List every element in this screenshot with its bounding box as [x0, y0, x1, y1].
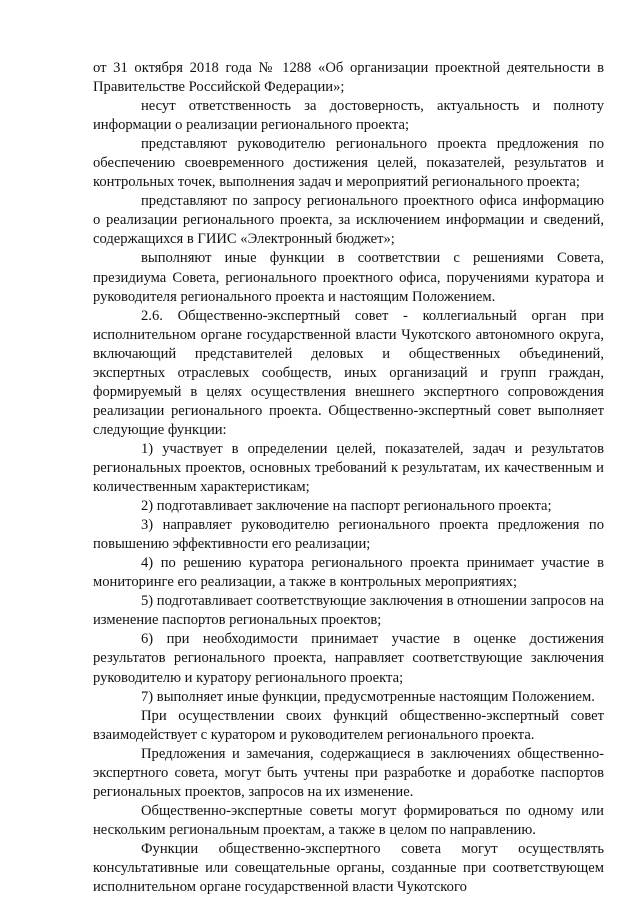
paragraph-council-formation: Общественно-экспертные советы могут формироваться по одному или нескольким региональным проектам, а также в целом по направлению. [93, 802, 604, 838]
paragraph-responsibility: несут ответственность за достоверность, актуальность и полноту информации о реализации регионального проекта; [93, 98, 604, 134]
list-item-function-2: 2) подготавливает заключение на паспорт регионального проекта; [141, 498, 552, 515]
list-item-function-4: 4) по решению куратора регионального проекта принимает участие в мониторинге его реализации, а также в контрольных мероприятиях; [93, 555, 604, 591]
paragraph-remarks: Предложения и замечания, содержащиеся в заключениях общественно-экспертного совета, могут быть учтены при разработке и доработке паспортов региональных проектов, запросов на их изменение. [93, 745, 604, 800]
list-item-function-7: 7) выполняет иные функции, предусмотренные настоящим Положением. [141, 688, 595, 705]
list-item-function-3: 3) направляет руководителю регионального проекта предложения по повышению эффективности его реализации; [93, 517, 604, 553]
list-item-function-6: 6) при необходимости принимает участие в оценке достижения результатов регионального проекта, направляет соответствующие заключения руководителю и куратору регионального проекта; [93, 631, 604, 686]
paragraph-interaction: При осуществлении своих функций общественно-экспертный совет взаимодействует с куратором и руководителем регионального проекта. [93, 707, 604, 743]
document-body [93, 59, 604, 897]
paragraph-section-2-6: 2.6. Общественно-экспертный совет - коллегиальный орган при исполнительном органе государственной власти Чукотского автономного округа, включающий представителей деловых и общественных объединений, экспертных отраслевых сообществ, иных организаций и групп граждан, формируемый в целях осуществления внешнего экспертного сопровождения реализации регионального проекта. Общественно-экспертный совет выполняет следующие функции: [93, 307, 604, 438]
paragraph-council-functions: Функции общественно-экспертного совета могут осуществлять консультативные или совещательные органы, созданные при соответствующем исполнительном органе государственной власти Чукотского [93, 840, 604, 896]
paragraph-decree-reference: от 31 октября 2018 года № 1288 «Об организации проектной деятельности в Правительстве Российской Федерации»; [93, 60, 604, 96]
list-item-function-5: 5) подготавливает соответствующие заключения в отношении запросов на изменение паспортов региональных проектов; [93, 593, 604, 629]
list-item-function-1: 1) участвует в определении целей, показателей, задач и результатов региональных проектов, основных требований к результатам, их качественным и количественным характеристикам; [93, 440, 604, 496]
paragraph-information-request: представляют по запросу регионального проектного офиса информацию о реализации регионального проекта, за исключением информации и сведений, содержащихся в ГИИС «Электронный бюджет»; [93, 193, 604, 248]
paragraph-other-functions: выполняют иные функции в соответствии с решениями Совета, президиума Совета, регионального проектного офиса, поручениями куратора и руководителя регионального проекта и настоящим Положением. [93, 250, 604, 305]
paragraph-proposals: представляют руководителю регионального проекта предложения по обеспечению своевременного достижения целей, показателей, результатов и контрольных точек, выполнения задач и мероприятий регионального проекта; [93, 136, 604, 191]
